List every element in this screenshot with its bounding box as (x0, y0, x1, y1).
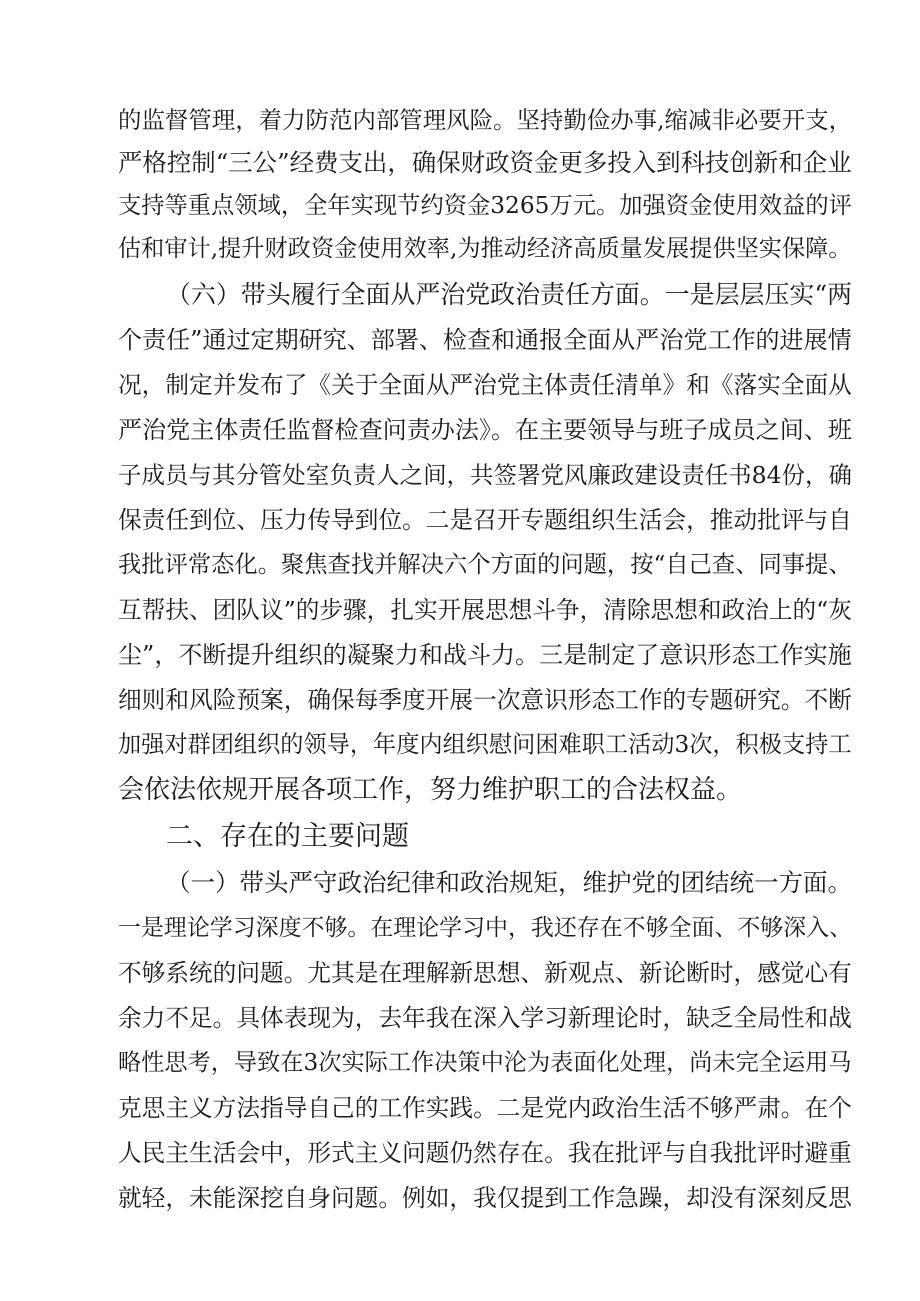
line-text: 保责任到位、压力传导到位。二是召开专题组织生活会，推动批评与自 (118, 506, 852, 534)
section-heading-text: 二、存在的主要问题 (166, 821, 409, 852)
line-text: 估和审计,提升财政资金使用效率,为推动经济高质量发展提供坚实保障。 (118, 235, 852, 262)
line-text: 我批评常态化。聚焦查找并解决六个方面的问题，按“自己查、同事提、 (118, 551, 852, 578)
paragraph-line (0, 903, 920, 953)
line-text: 余力不足。具体表现为，去年我在深入学习新理论时，缺乏全局性和战 (118, 1004, 852, 1032)
line-text: 尘”，不断提升组织的凝聚力和战斗力。三是制定了意识形态工作实施 (118, 641, 852, 669)
line-text: 的监督管理，着力防范内部管理风险。坚持勤俭办事,缩减非必要开支， (118, 106, 853, 134)
line-text: 严治党主体责任监督检查问责办法》。在主要领导与班子成员之间、班 (118, 416, 852, 444)
paragraph-line (0, 405, 920, 455)
line-text: 克思主义方法指导自己的工作实践。二是党内政治生活不够严肃。在个 (118, 1094, 852, 1122)
line-text: 人民主生活会中，形式主义问题仍然存在。我在批评与自我批评时避重 (118, 1139, 852, 1167)
paragraph-line (0, 360, 920, 410)
paragraph-line (0, 450, 920, 500)
paragraph-line (0, 495, 920, 545)
paragraph-line (0, 315, 920, 365)
line-text: （一）带头严守政治纪律和政治规矩，维护党的团结统一方面。 (166, 868, 852, 897)
paragraph-line (0, 765, 920, 815)
paragraph-line (0, 1083, 920, 1133)
paragraph-line (0, 270, 920, 320)
line-text: 况，制定并发布了《关于全面从严治党主体责任清单》和《落实全面从 (118, 371, 852, 399)
paragraph-line (0, 1173, 920, 1223)
line-text: 不够系统的问题。尤其是在理解新思想、新观点、新论断时，感觉心有 (118, 959, 852, 987)
line-text: 个责任”通过定期研究、部署、检查和通报全面从严治党工作的进展情 (118, 326, 852, 354)
line-text: 会依法依规开展各项工作，努力维护职工的合法权益。 (118, 775, 743, 805)
paragraph-line (0, 224, 920, 274)
line-text: 细则和风险预案，确保每季度开展一次意识形态工作的专题研究。不断 (118, 686, 852, 714)
line-text: 支持等重点领域，全年实现节约资金3265万元。加强资金使用效益的评 (118, 192, 852, 219)
paragraph-line (0, 1128, 920, 1178)
paragraph-line (0, 948, 920, 998)
paragraph-line (0, 720, 920, 770)
line-text: （六）带头履行全面从严治党政治责任方面。一是层层压实“两 (166, 280, 853, 309)
line-text: 略性思考，导致在3次实际工作决策中沦为表面化处理，尚未完全运用马 (118, 1049, 852, 1076)
paragraph-line (0, 675, 920, 725)
paragraph-line (0, 1038, 920, 1088)
paragraph-line (0, 540, 920, 590)
line-text: 加强对群团组织的领导，年度内组织慰问困难职工活动3次，积极支持工 (118, 731, 852, 758)
line-text: 子成员与其分管处室负责人之间，共签署党风廉政建设责任书84份，确 (118, 461, 852, 489)
line-text: 一是理论学习深度不够。在理论学习中，我还存在不够全面、不够深入、 (118, 915, 853, 941)
paragraph-line (0, 993, 920, 1043)
paragraph-line (0, 585, 920, 635)
paragraph-line (0, 858, 920, 908)
line-text: 互帮扶、团队议”的步骤，扎实开展思想斗争，清除思想和政治上的“灰 (118, 596, 852, 624)
line-text: 就轻，未能深挖自身问题。例如，我仅提到工作急躁，却没有深刻反思 (118, 1184, 852, 1212)
line-text: 严格控制“三公”经费支出，确保财政资金更多投入到科技创新和企业 (118, 148, 852, 177)
section-heading (0, 812, 920, 862)
paragraph-line (0, 630, 920, 680)
